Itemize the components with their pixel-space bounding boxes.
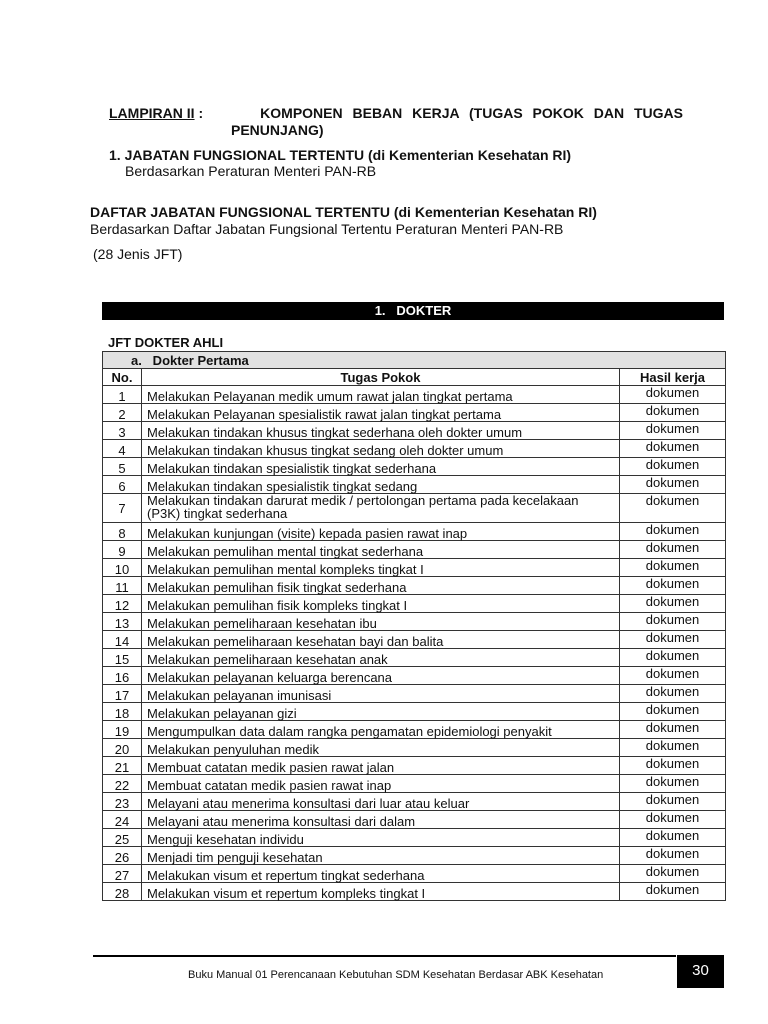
cell-no: 8: [103, 523, 142, 541]
dokter-section-bar: 1. DOKTER: [102, 302, 724, 320]
col-header-tugas: Tugas Pokok: [142, 369, 620, 386]
daftar-count: (28 Jenis JFT): [93, 246, 183, 262]
cell-no: 24: [103, 811, 142, 829]
cell-hasil: dokumen: [620, 649, 726, 667]
cell-tugas: Melakukan kunjungan (visite) kepada pasien rawat inap: [142, 523, 620, 541]
cell-no: 14: [103, 631, 142, 649]
cell-hasil: dokumen: [620, 458, 726, 476]
table-row: [103, 757, 726, 775]
cell-no: 9: [103, 541, 142, 559]
table-row: [103, 559, 726, 577]
cell-no: 27: [103, 865, 142, 883]
daftar-subtitle: Berdasarkan Daftar Jabatan Fungsional Tertentu Peraturan Menteri PAN-RB: [90, 221, 564, 237]
cell-hasil: dokumen: [620, 523, 726, 541]
cell-no: 6: [103, 476, 142, 494]
cell-tugas: Melakukan penyuluhan medik: [142, 739, 620, 757]
cell-tugas: Menjadi tim penguji kesehatan: [142, 847, 620, 865]
cell-hasil: dokumen: [620, 811, 726, 829]
table-row: [103, 577, 726, 595]
cell-no: 15: [103, 649, 142, 667]
table-row: [103, 404, 726, 422]
lampiran-heading: [109, 105, 683, 139]
cell-no: 21: [103, 757, 142, 775]
cell-tugas: Melakukan tindakan spesialistik tingkat sederhana: [142, 458, 620, 476]
cell-hasil: dokumen: [620, 476, 726, 494]
cell-hasil: dokumen: [620, 883, 726, 901]
cell-hasil: dokumen: [620, 703, 726, 721]
cell-tugas: Melakukan tindakan spesialistik tingkat sedang: [142, 476, 620, 494]
cell-no: 1: [103, 386, 142, 404]
cell-tugas: Melakukan tindakan khusus tingkat sederhana oleh dokter umum: [142, 422, 620, 440]
table-row: [103, 865, 726, 883]
cell-no: 2: [103, 404, 142, 422]
cell-tugas: Melakukan visum et repertum kompleks tingkat I: [142, 883, 620, 901]
cell-hasil: dokumen: [620, 541, 726, 559]
page-number: 30: [677, 955, 724, 988]
table-subheader: a. Dokter Pertama: [103, 352, 726, 369]
table-row: [103, 476, 726, 494]
cell-no: 17: [103, 685, 142, 703]
section1-title: 1. JABATAN FUNGSIONAL TERTENTU (di Kementerian Kesehatan RI): [109, 147, 572, 163]
lampiran-separator: :: [194, 105, 208, 121]
cell-hasil: dokumen: [620, 422, 726, 440]
cell-tugas: Menguji kesehatan individu: [142, 829, 620, 847]
cell-no: 18: [103, 703, 142, 721]
table-row: [103, 721, 726, 739]
col-header-hasil: Hasil kerja: [620, 369, 726, 386]
cell-tugas: Melakukan pelayanan imunisasi: [142, 685, 620, 703]
cell-no: 23: [103, 793, 142, 811]
table-row: [103, 523, 726, 541]
cell-tugas: Melakukan pelayanan gizi: [142, 703, 620, 721]
table-row: [103, 595, 726, 613]
cell-tugas: Melakukan pemeliharaan kesehatan anak: [142, 649, 620, 667]
cell-no: 22: [103, 775, 142, 793]
cell-hasil: dokumen: [620, 404, 726, 422]
cell-tugas: Melakukan pemulihan fisik kompleks tingkat I: [142, 595, 620, 613]
table-row: [103, 386, 726, 404]
cell-tugas: Melakukan visum et repertum tingkat sederhana: [142, 865, 620, 883]
cell-tugas: Melakukan pelayanan keluarga berencana: [142, 667, 620, 685]
table-header-row: [103, 369, 726, 386]
cell-no: 19: [103, 721, 142, 739]
table-row: [103, 649, 726, 667]
cell-hasil: dokumen: [620, 595, 726, 613]
cell-tugas: Melayani atau menerima konsultasi dari luar atau keluar: [142, 793, 620, 811]
cell-hasil: dokumen: [620, 739, 726, 757]
cell-tugas: Melakukan pemulihan mental tingkat sederhana: [142, 541, 620, 559]
table-row: [103, 703, 726, 721]
cell-no: 12: [103, 595, 142, 613]
col-header-no: No.: [103, 369, 142, 386]
cell-hasil: dokumen: [620, 631, 726, 649]
cell-hasil: dokumen: [620, 721, 726, 739]
cell-no: 7: [103, 494, 142, 523]
cell-hasil: dokumen: [620, 757, 726, 775]
cell-no: 20: [103, 739, 142, 757]
table-row: [103, 667, 726, 685]
cell-hasil: dokumen: [620, 667, 726, 685]
cell-hasil: dokumen: [620, 440, 726, 458]
table-subheader-row: [103, 352, 726, 369]
cell-no: 5: [103, 458, 142, 476]
cell-hasil: dokumen: [620, 685, 726, 703]
cell-tugas: Melakukan Pelayanan medik umum rawat jalan tingkat pertama: [142, 386, 620, 404]
table-row: [103, 847, 726, 865]
cell-hasil: dokumen: [620, 865, 726, 883]
lampiran-text-line1: KOMPONEN BEBAN KERJA (TUGAS POKOK DAN TUGAS: [260, 105, 683, 121]
table-row: [103, 811, 726, 829]
table-row: [103, 541, 726, 559]
cell-tugas: Melakukan Pelayanan spesialistik rawat jalan tingkat pertama: [142, 404, 620, 422]
cell-hasil: dokumen: [620, 775, 726, 793]
cell-tugas: Melakukan tindakan khusus tingkat sedang oleh dokter umum: [142, 440, 620, 458]
lampiran-text-line2: PENUNJANG): [231, 122, 324, 138]
cell-hasil: dokumen: [620, 494, 726, 523]
table-row: [103, 775, 726, 793]
cell-no: 25: [103, 829, 142, 847]
footer-rule: [93, 955, 676, 957]
cell-tugas: Melakukan pemulihan fisik tingkat sederhana: [142, 577, 620, 595]
table-row: [103, 458, 726, 476]
cell-tugas: Melayani atau menerima konsultasi dari dalam: [142, 811, 620, 829]
table-row: [103, 685, 726, 703]
cell-tugas: Melakukan pemulihan mental kompleks tingkat I: [142, 559, 620, 577]
cell-no: 4: [103, 440, 142, 458]
tugas-pokok-table: [102, 351, 726, 901]
cell-no: 10: [103, 559, 142, 577]
table-row: [103, 494, 726, 523]
daftar-title: DAFTAR JABATAN FUNGSIONAL TERTENTU (di Kementerian Kesehatan RI): [90, 204, 597, 220]
table-row: [103, 440, 726, 458]
cell-hasil: dokumen: [620, 386, 726, 404]
cell-tugas: Membuat catatan medik pasien rawat inap: [142, 775, 620, 793]
table-row: [103, 613, 726, 631]
cell-hasil: dokumen: [620, 793, 726, 811]
table-row: [103, 883, 726, 901]
cell-no: 3: [103, 422, 142, 440]
table-row: [103, 829, 726, 847]
cell-tugas: Membuat catatan medik pasien rawat jalan: [142, 757, 620, 775]
cell-hasil: dokumen: [620, 829, 726, 847]
cell-no: 16: [103, 667, 142, 685]
jft-label: JFT DOKTER AHLI: [108, 335, 224, 350]
cell-no: 13: [103, 613, 142, 631]
table-row: [103, 793, 726, 811]
cell-hasil: dokumen: [620, 613, 726, 631]
cell-no: 28: [103, 883, 142, 901]
cell-tugas: Melakukan tindakan darurat medik / pertolongan pertama pada kecelakaan (P3K) tingkat sederhana: [142, 494, 620, 523]
cell-no: 26: [103, 847, 142, 865]
cell-hasil: dokumen: [620, 559, 726, 577]
cell-hasil: dokumen: [620, 847, 726, 865]
table-row: [103, 422, 726, 440]
section1-subtitle: Berdasarkan Peraturan Menteri PAN-RB: [125, 163, 377, 179]
footer-text: Buku Manual 01 Perencanaan Kebutuhan SDM Kesehatan Berdasar ABK Kesehatan: [188, 969, 604, 981]
cell-no: 11: [103, 577, 142, 595]
lampiran-label: LAMPIRAN II: [109, 105, 195, 121]
cell-tugas: Melakukan pemeliharaan kesehatan ibu: [142, 613, 620, 631]
table-row: [103, 631, 726, 649]
cell-hasil: dokumen: [620, 577, 726, 595]
cell-tugas: Melakukan pemeliharaan kesehatan bayi dan balita: [142, 631, 620, 649]
table-row: [103, 739, 726, 757]
cell-tugas: Mengumpulkan data dalam rangka pengamatan epidemiologi penyakit: [142, 721, 620, 739]
